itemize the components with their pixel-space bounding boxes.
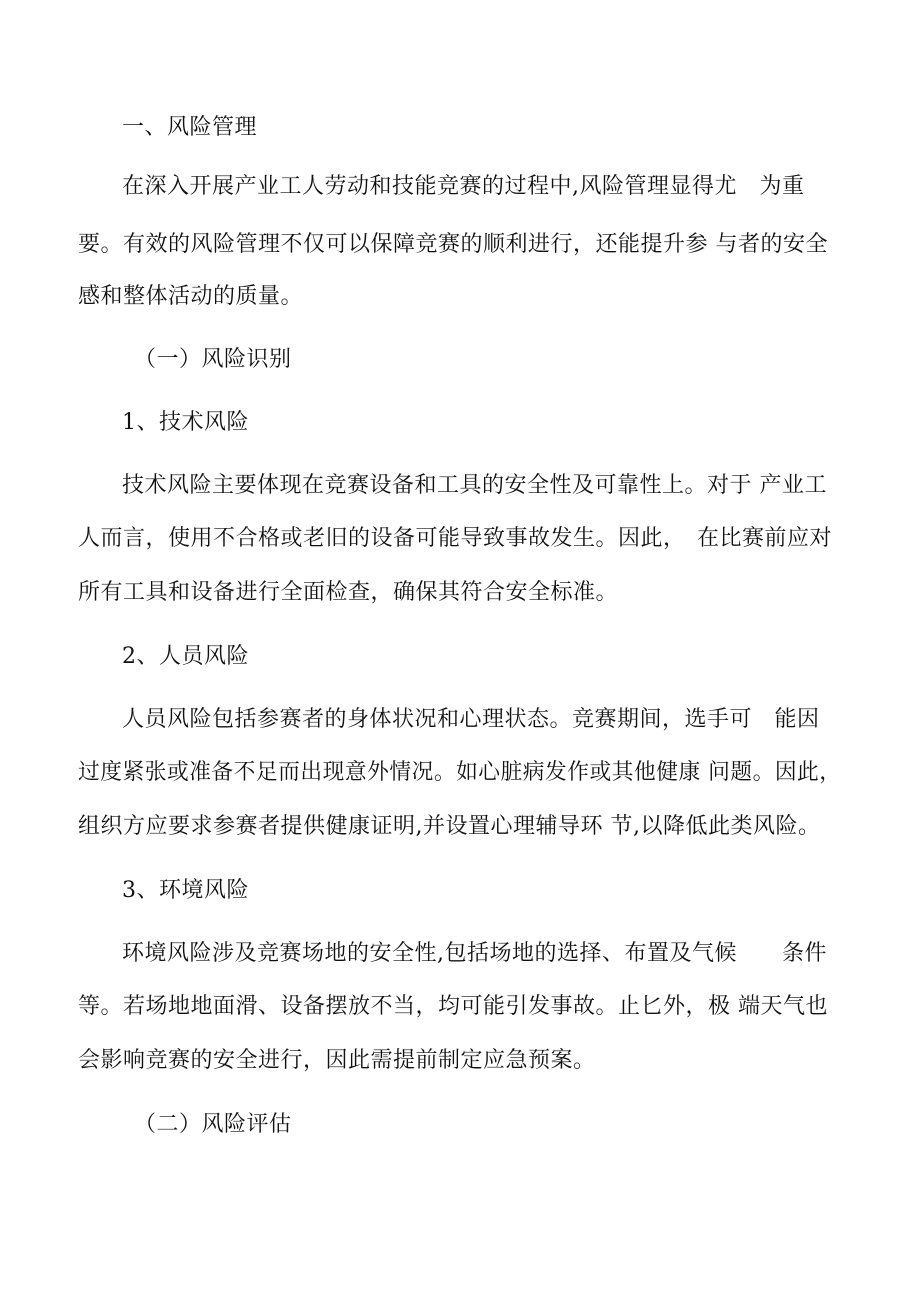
intro-line-3: 感和整体活动的质量。 (78, 284, 304, 309)
technical-risk-line-3: 所有工具和设备进行全面检查，确保其符合安全标准。 (78, 580, 619, 605)
section-risk-identification: （一）风险识别 (134, 347, 292, 372)
intro-line-2: 要。有效的风险管理不仅可以保障竞赛的顺利进行，还能提升参 与者的安全 (78, 232, 828, 257)
item-environmental-risk-title: 3、环境风险 (122, 878, 249, 903)
item-personnel-risk-title: 2、人员风险 (122, 644, 249, 669)
personnel-risk-line-2: 过度紧张或准备不足而出现意外情况。如心脏病发作或其他健康 问题。因此， (78, 760, 842, 785)
technical-risk-line-2: 人而言，使用不合格或老旧的设备可能导致事故发生。因此， 在比赛前应对 (78, 526, 833, 551)
environmental-risk-line-2: 等。若场地地面滑、设备摆放不当，均可能引发事故。止匕外，极 端天气也 (78, 994, 828, 1019)
technical-risk-line-1: 技术风险主要体现在竞赛设备和工具的安全性及可靠性上。对于 产业工 (122, 473, 827, 498)
section-risk-assessment: （二）风险评估 (134, 1112, 292, 1137)
personnel-risk-line-3: 组织方应要求参赛者提供健康证明,并设置心理辅导环 节,以降低此类风险。 (78, 814, 821, 839)
heading-risk-management: 一、风险管理 (122, 115, 258, 140)
intro-line-1: 在深入开展产业工人劳动和技能竞赛的过程中,风险管理显得尤 为重 (122, 174, 805, 199)
environmental-risk-line-1: 环境风险涉及竞赛场地的安全性,包括场地的选择、布置及气候 条件 (122, 941, 827, 966)
personnel-risk-line-1: 人员风险包括参赛者的身体状况和心理状态。竞赛期间，选手可 能因 (122, 707, 820, 732)
environmental-risk-line-3: 会影响竞赛的安全进行，因此需提前制定应急预案。 (78, 1048, 596, 1073)
item-technical-risk-title: 1、技术风险 (122, 410, 249, 435)
